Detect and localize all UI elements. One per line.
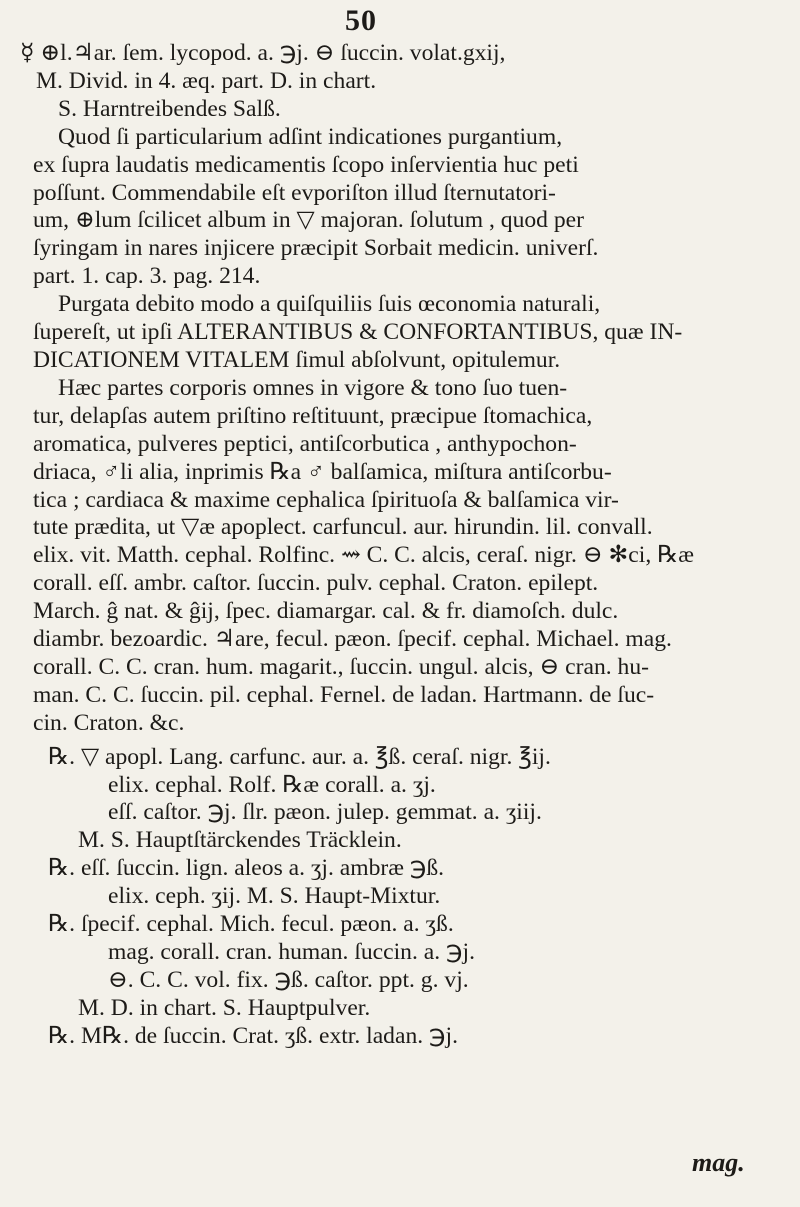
text-line: elix. cephal. Rolf. ℞æ corall. a. ʒj. — [108, 771, 436, 798]
text-line: eſſ. caſtor. ℈j. ſlr. pæon. julep. gemmat. a. ʒiij. — [108, 799, 542, 826]
text-line: corall. C. C. cran. hum. magarit., ſuccin. ungul. alcis, ⊖ cran. hu- — [33, 653, 649, 680]
text-line: tica ; cardiaca & maxime cephalica ſpirituoſa & balſamica vir- — [33, 486, 619, 513]
text-line: part. 1. cap. 3. pag. 214. — [33, 263, 261, 290]
text-line: elix. vit. Matth. cephal. Rolfinc. ⇝ C. C. alcis, ceraſ. nigr. ⊖ ✻ci, ℞æ — [33, 542, 695, 569]
catchword: mag. — [692, 1148, 745, 1177]
body-text — [18, 40, 782, 1051]
text-line: Quod ſi particularium adſint indicationes purgantium, — [58, 123, 563, 150]
text-line: ℞. ſpecif. cephal. Mich. fecul. pæon. a. ʒß. — [48, 911, 454, 938]
page-number: 50 — [345, 4, 377, 37]
text-line: diambr. bezoardic. ♃are, fecul. pæon. ſpecif. cephal. Michael. mag. — [33, 626, 672, 653]
text-line: aromatica, pulveres peptici, antiſcorbutica , anthypochon- — [33, 430, 577, 457]
text-line: M. S. Hauptſtärckendes Träcklein. — [78, 827, 402, 854]
text-line: driaca, ♂li alia, inprimis ℞a ♂ balſamica, miſtura antiſcorbu- — [33, 458, 612, 485]
text-line: tute prædita, ut ▽æ apoplect. carfuncul. aur. hirundin. lil. convall. — [33, 514, 653, 541]
text-line: ⊖. C. C. vol. fix. ℈ß. caſtor. ppt. g. vj. — [108, 966, 469, 993]
text-line: elix. ceph. ʒij. M. S. Haupt-Mixtur. — [108, 883, 441, 910]
text-line: tur, delapſas autem priſtino reſtituunt, præcipue ſtomachica, — [33, 402, 593, 429]
text-line: ℞. M℞. de ſuccin. Crat. ʒß. extr. ladan. ℈j. — [48, 1022, 458, 1049]
text-line: ſyringam in nares injicere præcipit Sorbait medicin. univerſ. — [33, 235, 599, 262]
text-line: ☿ ⊕l.♃ar. ſem. lycopod. a. ℈j. ⊖ ſuccin. volat.gxij, — [20, 40, 506, 66]
text-line: um, ⊕lum ſcilicet album in ▽ majoran. ſolutum , quod per — [33, 207, 584, 234]
text-line: man. C. C. ſuccin. pil. cephal. Fernel. de ladan. Hartmann. de ſuc- — [33, 681, 655, 708]
text-line: corall. eſſ. ambr. caſtor. ſuccin. pulv. cephal. Craton. epilept. — [33, 570, 599, 597]
text-line: cin. Craton. &c. — [33, 709, 185, 736]
text-line: M. Divid. in 4. æq. part. D. in chart. — [36, 67, 377, 94]
text-line: M. D. in chart. S. Hauptpulver. — [78, 994, 371, 1021]
text-line: Purgata debito modo a quiſquiliis ſuis œconomia naturali, — [58, 291, 601, 318]
text-line: Hæc partes corporis omnes in vigore & tono ſuo tuen- — [58, 374, 568, 401]
text-line: ℞. eſſ. ſuccin. lign. aleos a. ʒj. ambræ ℈ß. — [48, 855, 445, 882]
text-line: ex ſupra laudatis medicamentis ſcopo inſervientia huc peti — [33, 151, 579, 178]
text-line: poſſunt. Commendabile eſt evporiſton illud ſternutatori- — [33, 179, 556, 206]
text-line: March. ĝ nat. & ĝij, ſpec. diamargar. cal. & fr. diamoſch. dulc. — [33, 598, 619, 625]
text-line: ſupereſt, ut ipſi ALTERANTIBUS & CONFORTANTIBUS, quæ IN- — [33, 319, 683, 346]
text-line: DICATIONEM VITALEM ſimul abſolvunt, opitulemur. — [33, 346, 561, 373]
text-line: ℞. ▽ apopl. Lang. carfunc. aur. a. ℥ß. ceraſ. nigr. ℥ij. — [48, 743, 551, 770]
text-line: mag. corall. cran. human. ſuccin. a. ℈j. — [108, 939, 475, 965]
text-line: S. Harntreibendes Salß. — [58, 95, 281, 122]
